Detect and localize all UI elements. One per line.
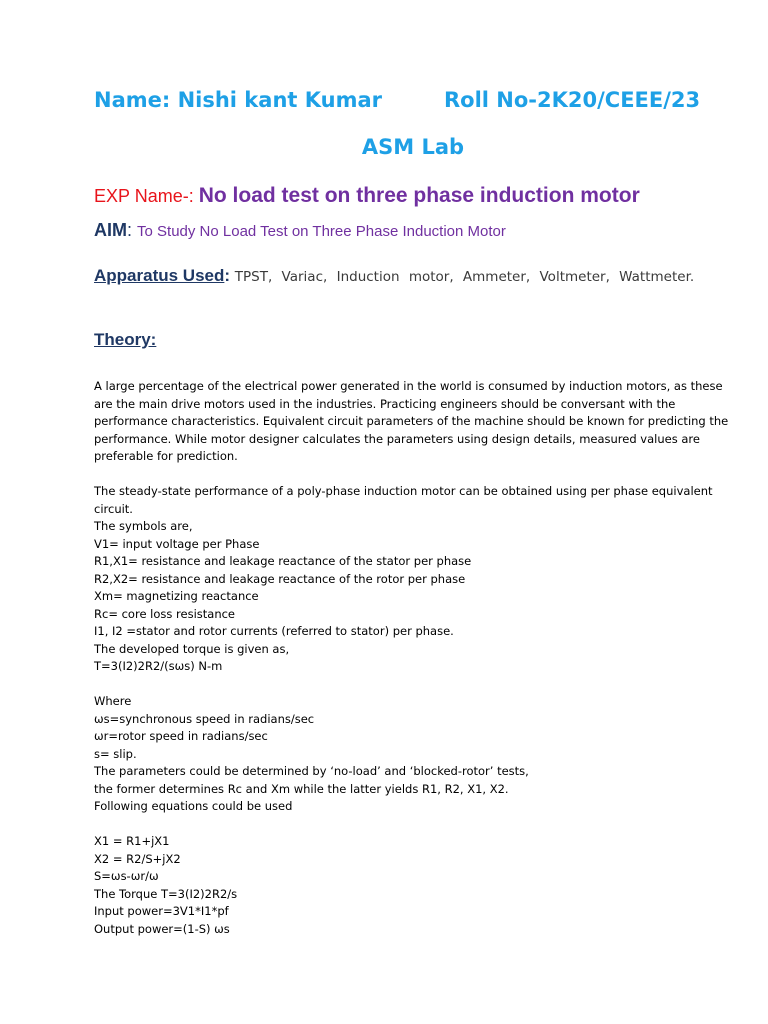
equation-line: The Torque T=3(I2)2R2/s [94,886,238,901]
symbol-definition: R2,X2= resistance and leakage reactance of the rotor per phase [94,571,466,586]
theory-line: circuit. [94,501,133,516]
equation-line: S=ωs-ωr/ω [94,869,159,883]
theory-line: Following equations could be used [94,799,293,813]
equation-line: X2 = R2/S+jX2 [94,851,181,866]
equation-line: Output power=(1-S) ωs [94,921,230,936]
symbol-definition: V1= input voltage per Phase [94,536,260,551]
experiment-label: EXP Name-: [94,186,199,206]
symbol-definition: ωs=synchronous speed in radians/sec [94,711,315,726]
symbol-definition: Xm= magnetizing reactance [94,589,259,603]
symbol-definition: ωr=rotor speed in radians/sec [94,729,268,743]
apparatus-colon: : [224,266,235,285]
paragraph-gap [94,816,734,834]
roll-number: Roll No-2K20/CEEE/23 [444,88,701,112]
experiment-name-line [94,184,744,208]
theory-equations [94,833,734,938]
theory-line: performance. While motor designer calculates the parameters using design details, measured values are [94,431,700,446]
apparatus-list: TPST, Variac, Induction motor, Ammeter, Voltmeter, Wattmeter. [234,269,695,285]
student-header [94,88,734,124]
theory-paragraph-1 [94,378,734,466]
theory-line: are the main drive motors used in the industries. Practicing engineers should be conversant with the [94,396,676,411]
experiment-title: No load test on three phase induction motor [198,184,640,207]
symbol-definition: I1, I2 =stator and rotor currents (referred to stator) per phase. [94,624,454,638]
torque-equation: T=3(I2)2R2/(sωs) N-m [94,659,223,673]
theory-line: The developed torque is given as, [94,641,290,656]
theory-line: The symbols are, [94,519,193,533]
theory-line: A large percentage of the electrical power generated in the world is consumed by induction motors, as these [94,379,723,393]
theory-body [94,378,734,938]
theory-heading: Theory: [94,330,157,349]
aim-label: AIM [94,220,127,240]
symbol-definition: s= slip. [94,746,137,761]
theory-line: Where [94,694,132,708]
aim-colon: : [127,220,138,240]
apparatus-section [94,266,730,287]
aim-text: To Study No Load Test on Three Phase Induction Motor [137,223,506,240]
theory-line: performance characteristics. Equivalent circuit parameters of the machine should be known for predicting the [94,414,729,428]
equation-line: X1 = R1+jX1 [94,834,170,848]
symbol-definition: Rc= core loss resistance [94,606,236,621]
theory-line: The parameters could be determined by ‘no-load’ and ‘blocked-rotor’ tests, [94,764,529,778]
paragraph-gap [94,466,734,484]
aim-line [94,220,744,241]
theory-line: the former determines Rc and Xm while the latter yields R1, R2, X1, X2. [94,781,509,796]
theory-line: preferable for prediction. [94,449,238,463]
paragraph-gap [94,676,734,694]
theory-paragraph-3 [94,693,734,816]
apparatus-label: Apparatus Used [94,266,225,285]
student-name: Name: Nishi kant Kumar [94,88,383,112]
symbol-definition: R1,X1= resistance and leakage reactance of the stator per phase [94,554,472,568]
lab-title: ASM Lab [361,135,465,159]
theory-line: The steady-state performance of a poly-phase induction motor can be obtained using per phase equivalent [94,484,713,498]
equation-line: Input power=3V1*I1*pf [94,904,229,918]
theory-paragraph-2 [94,483,734,676]
